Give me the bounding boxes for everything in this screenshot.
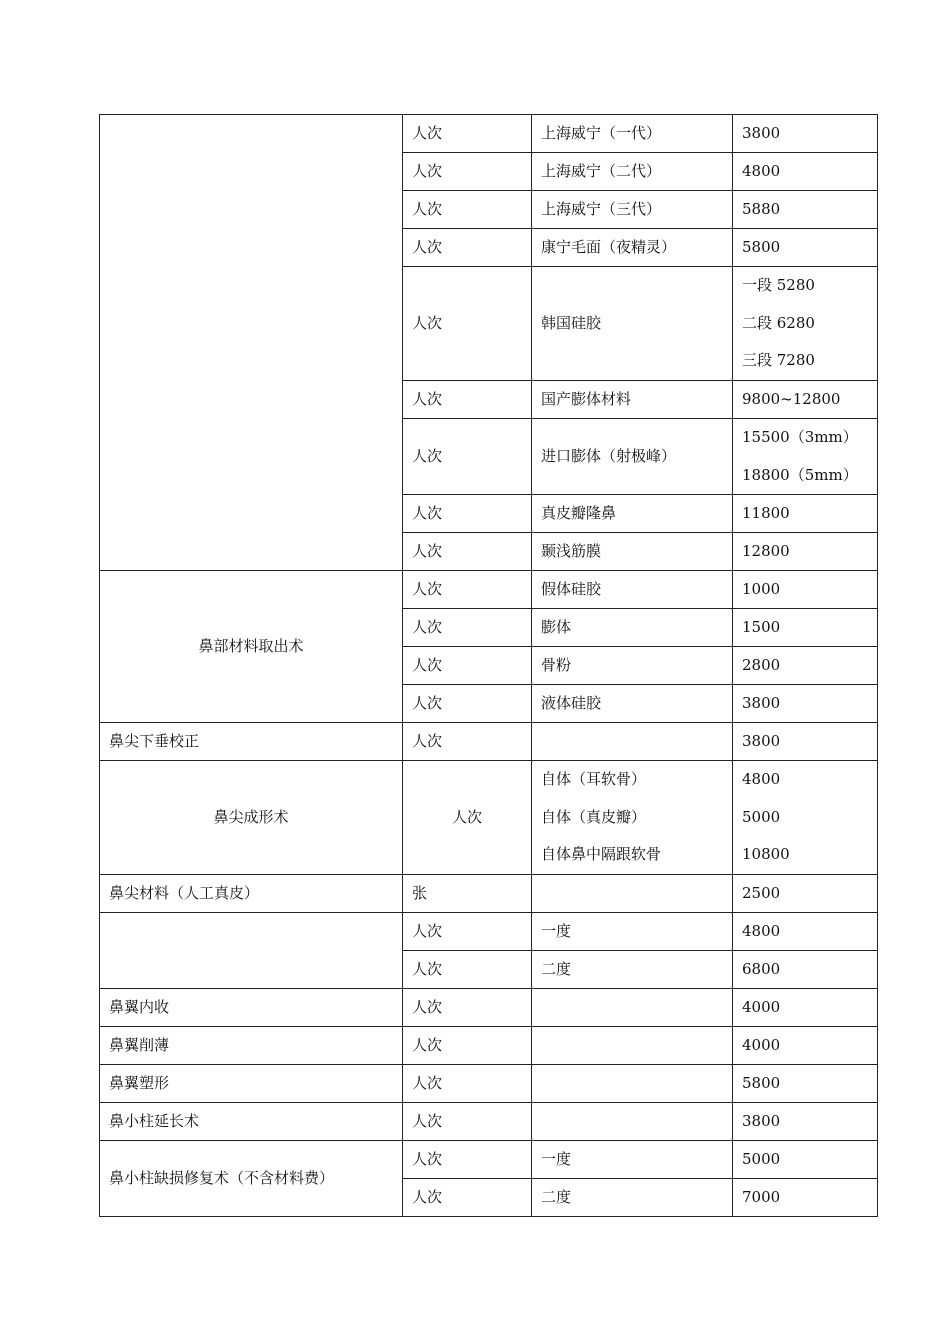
price-line: 10800	[742, 845, 790, 864]
table-row	[100, 1027, 878, 1065]
project-cell-empty	[100, 115, 403, 571]
unit-cell: 人次	[403, 115, 532, 153]
unit-cell: 人次	[403, 951, 532, 989]
table-row	[100, 761, 878, 875]
material-cell	[532, 1103, 733, 1141]
table-row	[100, 1141, 878, 1179]
unit-cell: 人次	[403, 229, 532, 267]
price-line: 三段 7280	[742, 351, 815, 370]
unit-cell: 人次	[403, 533, 532, 571]
table-row	[100, 989, 878, 1027]
price-line: 二段 6280	[742, 313, 815, 332]
project-cell: 鼻尖成形术	[100, 761, 403, 875]
unit-cell: 人次	[403, 609, 532, 647]
project-cell: 鼻尖材料（人工真皮）	[100, 875, 403, 913]
price-cell: 9800~12800	[733, 381, 878, 419]
unit-cell: 人次	[403, 571, 532, 609]
unit-cell: 人次	[403, 191, 532, 229]
price-cell: 4800	[733, 153, 878, 191]
price-cell: 5800	[733, 1065, 878, 1103]
price-cell: 3800	[733, 685, 878, 723]
material-cell	[532, 723, 733, 761]
unit-cell: 张	[403, 875, 532, 913]
price-cell: 3800	[733, 115, 878, 153]
material-cell: 一度	[532, 1141, 733, 1179]
price-line: 4800	[742, 770, 781, 789]
material-cell: 二度	[532, 951, 733, 989]
material-cell: 康宁毛面（夜精灵）	[532, 229, 733, 267]
price-cell: 1500	[733, 609, 878, 647]
unit-cell: 人次	[403, 989, 532, 1027]
material-cell: 进口膨体（射极峰）	[532, 419, 733, 495]
material-cell: 上海威宁（二代）	[532, 153, 733, 191]
table-row	[100, 571, 878, 609]
price-table	[99, 114, 878, 1217]
price-cell-multi	[733, 761, 878, 875]
price-cell: 5000	[733, 1141, 878, 1179]
material-cell: 上海威宁（一代）	[532, 115, 733, 153]
material-cell: 膨体	[532, 609, 733, 647]
table-row	[100, 913, 878, 951]
unit-cell: 人次	[403, 153, 532, 191]
project-cell: 鼻小柱延长术	[100, 1103, 403, 1141]
material-cell: 液体硅胶	[532, 685, 733, 723]
table-row	[100, 723, 878, 761]
price-cell: 4000	[733, 1027, 878, 1065]
project-cell: 鼻翼塑形	[100, 1065, 403, 1103]
material-cell	[532, 989, 733, 1027]
price-cell: 12800	[733, 533, 878, 571]
price-cell: 1000	[733, 571, 878, 609]
material-cell: 骨粉	[532, 647, 733, 685]
price-cell: 5800	[733, 229, 878, 267]
unit-cell: 人次	[403, 1065, 532, 1103]
unit-cell: 人次	[403, 1103, 532, 1141]
material-cell: 颞浅筋膜	[532, 533, 733, 571]
price-cell: 4000	[733, 989, 878, 1027]
price-cell: 4800	[733, 913, 878, 951]
project-cell: 鼻部材料取出术	[100, 571, 403, 723]
project-cell: 鼻翼内收	[100, 989, 403, 1027]
unit-cell: 人次	[403, 419, 532, 495]
material-cell: 假体硅胶	[532, 571, 733, 609]
material-cell	[532, 1027, 733, 1065]
price-line: 15500（3mm）	[742, 428, 858, 446]
price-line: 18800（5mm）	[742, 465, 858, 484]
material-cell: 二度	[532, 1179, 733, 1217]
unit-cell: 人次	[403, 685, 532, 723]
material-cell: 上海威宁（三代）	[532, 191, 733, 229]
material-line: 自体鼻中隔跟软骨	[541, 845, 662, 864]
project-cell: 鼻尖下垂校正	[100, 723, 403, 761]
price-cell: 3800	[733, 723, 878, 761]
price-cell: 2800	[733, 647, 878, 685]
material-cell: 一度	[532, 913, 733, 951]
material-cell: 真皮瓣隆鼻	[532, 495, 733, 533]
unit-cell: 人次	[403, 495, 532, 533]
material-cell-multi	[532, 761, 733, 875]
project-cell-empty	[100, 913, 403, 989]
unit-cell: 人次	[403, 1179, 532, 1217]
unit-cell: 人次	[403, 723, 532, 761]
material-cell	[532, 875, 733, 913]
table-row	[100, 1065, 878, 1103]
unit-cell: 人次	[403, 647, 532, 685]
price-cell-multi	[733, 267, 878, 381]
project-cell: 鼻翼削薄	[100, 1027, 403, 1065]
unit-cell: 人次	[403, 761, 532, 875]
unit-cell: 人次	[403, 267, 532, 381]
unit-cell: 人次	[403, 381, 532, 419]
unit-cell: 人次	[403, 1027, 532, 1065]
project-cell: 鼻小柱缺损修复术（不含材料费）	[100, 1141, 403, 1217]
table-row	[100, 875, 878, 913]
price-cell: 11800	[733, 495, 878, 533]
material-line: 自体（耳软骨）	[541, 770, 647, 789]
unit-cell: 人次	[403, 1141, 532, 1179]
table-row	[100, 115, 878, 153]
material-cell: 韩国硅胶	[532, 267, 733, 381]
material-cell: 国产膨体材料	[532, 381, 733, 419]
price-cell: 6800	[733, 951, 878, 989]
price-cell: 7000	[733, 1179, 878, 1217]
price-cell-multi	[733, 419, 878, 495]
price-cell: 3800	[733, 1103, 878, 1141]
table-row	[100, 1103, 878, 1141]
material-cell	[532, 1065, 733, 1103]
unit-cell: 人次	[403, 913, 532, 951]
price-line: 5000	[742, 807, 781, 826]
price-line: 一段 5280	[742, 276, 815, 295]
price-cell: 5880	[733, 191, 878, 229]
price-cell: 2500	[733, 875, 878, 913]
material-line: 自体（真皮瓣）	[541, 807, 647, 826]
